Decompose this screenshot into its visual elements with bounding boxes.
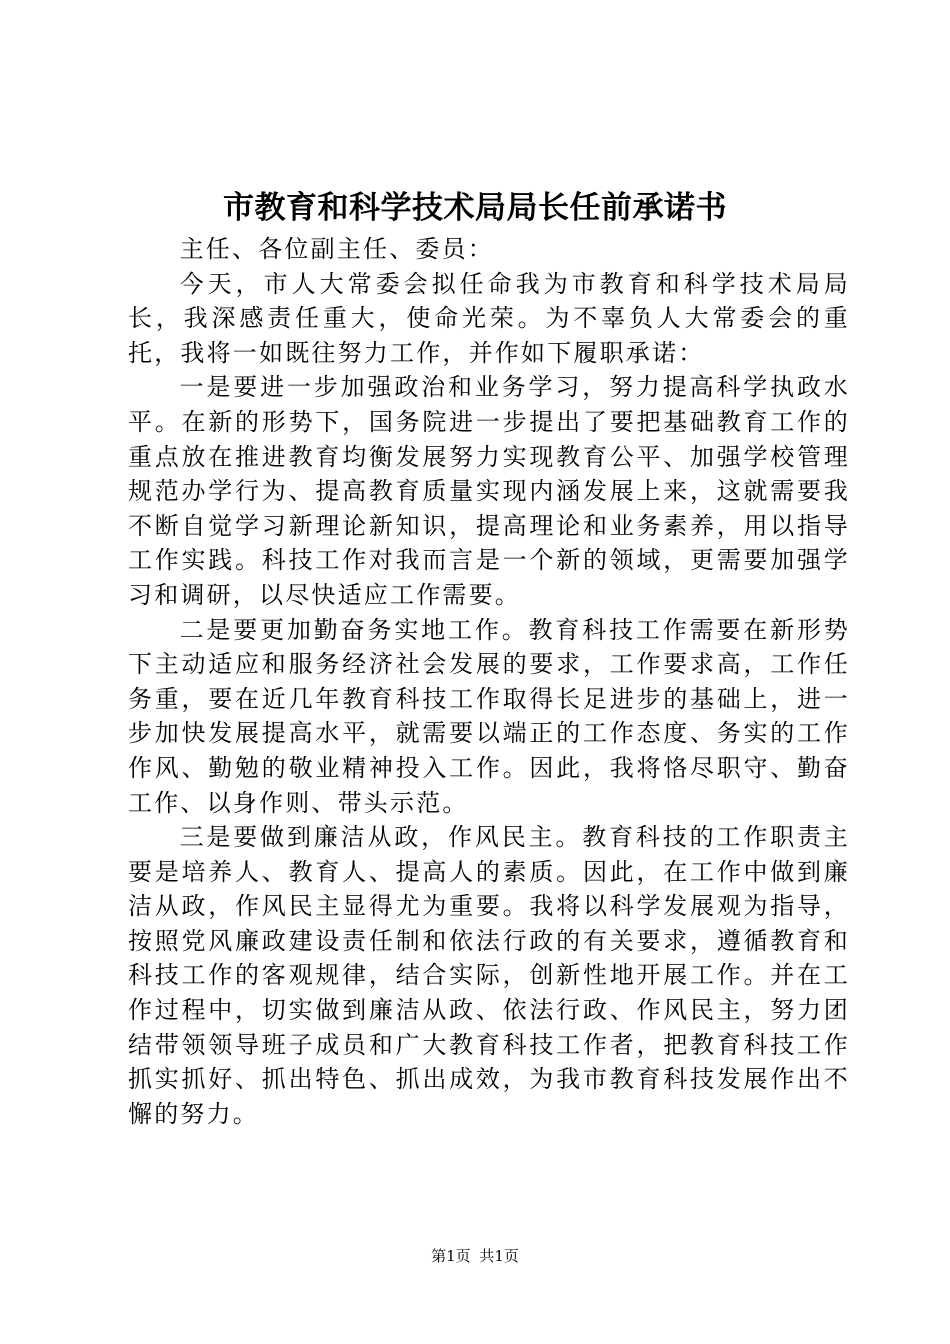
paragraph-commitment-3: 三是要做到廉洁从政，作风民主。教育科技的工作职责主要是培养人、教育人、提高人的素质。因此，在工作中做到廉洁从政，作风民主显得尤为重要。我将以科学发展观为指导，按照党风廉政建设责任制和依法行政的有关要求，遵循教育和科技工作的客观规律，结合实际，创新性地开展工作。并在工作过程中，切实做到廉洁从政、依法行政、作风民主，努力团结带领领导班子成员和广大教育科技工作者，把教育科技工作抓实抓好、抓出特色、抓出成效，为我市教育科技发展作出不懈的努力。 [128, 823, 850, 1128]
paragraph-intro: 今天，市人大常委会拟任命我为市教育和科学技术局局长，我深感责任重大，使命光荣。为不辜负人大常委会的重托，我将一如既往努力工作，并作如下履职承诺： [128, 269, 850, 367]
page-footer [0, 1246, 950, 1266]
document-body [128, 232, 850, 1131]
salutation: 主任、各位副主任、委员： [179, 235, 494, 263]
document-title: 市教育和科学技术局局长任前承诺书 [223, 190, 727, 226]
paragraph-commitment-1: 一是要进一步加强政治和业务学习，努力提高科学执政水平。在新的形势下，国务院进一步提出了要把基础教育工作的重点放在推进教育均衡发展努力实现教育公平、加强学校管理规范办学行为、提高教育质量实现内涵发展上来，这就需要我不断自觉学习新理论新知识，提高理论和业务素养，用以指导工作实践。科技工作对我而言是一个新的领域，更需要加强学习和调研，以尽快适应工作需要。 [128, 373, 850, 609]
paragraph-commitment-2: 二是要更加勤奋务实地工作。教育科技工作需要在新形势下主动适应和服务经济社会发展的要求，工作要求高，工作任务重，要在近几年教育科技工作取得长足进步的基础上，进一步加快发展提高水平，就需要以端正的工作态度、务实的工作作风、勤勉的敬业精神投入工作。因此，我将恪尽职守、勤奋工作、以身作则、带头示范。 [128, 615, 850, 817]
page-number-current: 第1页 [431, 1247, 471, 1265]
page-number-total: 共1页 [479, 1247, 519, 1265]
